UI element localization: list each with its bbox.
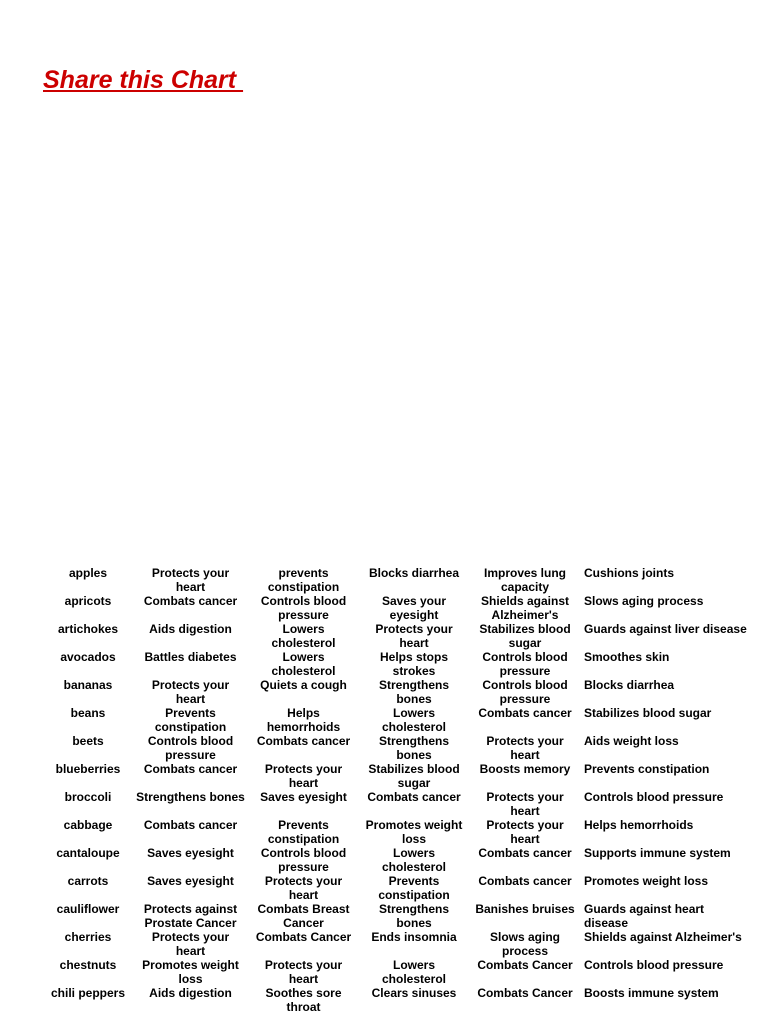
benefit-5-cell: Helps hemorrhoids [584,818,694,832]
food-name-cell: broccoli [64,790,112,804]
benefit-1-cell: Battles diabetes [144,650,237,664]
food-name-cell: carrots [67,874,109,888]
benefit-2-cell: Combats Cancer [255,930,352,944]
benefit-2-cell: Saves eyesight [260,790,347,804]
benefit-3-cell: Lowers cholesterol [381,958,447,986]
food-name-cell: bananas [63,678,113,692]
food-name-cell: apricots [64,594,112,608]
benefit-1-cell: Protects your heart [151,678,230,706]
benefit-2-cell: Combats cancer [256,734,351,748]
table-row [42,930,752,958]
benefit-5-cell: Guards against liver disease [584,622,747,636]
benefit-1-cell: Protects your heart [151,566,230,594]
benefit-2-cell: Lowers cholesterol [271,650,336,678]
table-row [42,762,752,790]
benefit-3-cell: Prevents constipation [378,874,450,902]
benefit-1-cell: Strengthens bones [136,790,245,804]
table-row [42,958,752,986]
benefit-3-cell: Strengthens bones [378,678,449,706]
benefit-5-cell: Cushions joints [584,566,674,580]
food-name-cell: artichokes [57,622,119,636]
benefit-5-cell: Controls blood pressure [584,958,724,972]
benefit-4-cell: Shields against Alzheimer's [480,594,570,622]
share-this-chart-link[interactable]: Share this Chart [43,66,244,94]
benefit-3-cell: Promotes weight loss [365,818,463,846]
benefit-5-cell: Stabilizes blood sugar [584,706,712,720]
benefit-4-cell: Boosts memory [479,762,571,776]
food-name-cell: beets [72,734,104,748]
benefit-1-cell: Protects your heart [151,930,230,958]
benefit-4-cell: Slows aging process [489,930,560,958]
benefit-1-cell: Combats cancer [143,818,238,832]
table-row [42,902,752,930]
benefit-3-cell: Strengthens bones [378,734,449,762]
benefit-1-cell: Promotes weight loss [142,958,239,986]
benefit-5-cell: Smoothes skin [584,650,670,664]
benefit-2-cell: Protects your heart [264,958,343,986]
benefit-1-cell: Saves eyesight [147,874,234,888]
benefit-5-cell: Prevents constipation [584,762,710,776]
benefit-4-cell: Stabilizes blood sugar [479,622,571,650]
benefit-3-cell: Lowers cholesterol [381,706,447,734]
table-row [42,566,752,594]
benefit-2-cell: Soothes sore throat [265,986,342,1014]
benefit-4-cell: Protects your heart [486,734,564,762]
benefit-2-cell: Protects your heart [264,874,343,902]
table-row [42,594,752,622]
benefit-5-cell: Controls blood pressure [584,790,724,804]
benefit-4-cell: Protects your heart [486,818,564,846]
benefit-2-cell: Controls blood pressure [260,594,347,622]
benefit-5-cell: Boosts immune system [584,986,719,1000]
benefit-1-cell: Combats cancer [143,762,238,776]
food-benefits-table [42,566,752,1014]
table-row [42,678,752,706]
food-name-cell: avocados [60,650,116,664]
benefit-4-cell: Banishes bruises [475,902,575,916]
benefit-1-cell: Aids digestion [149,986,232,1000]
table-row [42,706,752,734]
benefit-4-cell: Controls blood pressure [482,678,568,706]
benefit-2-cell: Helps hemorrhoids [266,706,341,734]
benefit-3-cell: Lowers cholesterol [381,846,447,874]
food-name-cell: chili peppers [50,986,126,1000]
benefit-3-cell: Combats cancer [367,790,461,804]
benefit-5-cell: Supports immune system [584,846,731,860]
benefit-3-cell: Stabilizes blood sugar [368,762,460,790]
benefit-5-cell: Slows aging process [584,594,704,608]
food-name-cell: cantaloupe [56,846,120,860]
table-row [42,846,752,874]
table-row [42,650,752,678]
benefit-4-cell: Combats cancer [478,846,572,860]
benefit-2-cell: Protects your heart [264,762,343,790]
food-name-cell: apples [68,566,107,580]
food-name-cell: cherries [64,930,112,944]
benefit-4-cell: Combats Cancer [477,986,573,1000]
benefit-2-cell: Controls blood pressure [260,846,347,874]
food-name-cell: beans [70,706,106,720]
benefit-5-cell: Aids weight loss [584,734,679,748]
benefit-3-cell: Ends insomnia [371,930,457,944]
benefit-4-cell: Protects your heart [486,790,564,818]
benefit-1-cell: Aids digestion [149,622,232,636]
benefit-2-cell: Lowers cholesterol [271,622,336,650]
food-name-cell: cauliflower [56,902,120,916]
benefit-2-cell: Combats Breast Cancer [257,902,350,930]
benefit-1-cell: Controls blood pressure [147,734,234,762]
benefit-2-cell: prevents constipation [267,566,340,594]
table-row [42,790,752,818]
benefit-4-cell: Improves lung capacity [483,566,566,594]
benefit-3-cell: Blocks diarrhea [368,566,460,580]
benefit-5-cell: Guards against heart disease [584,902,705,930]
table-row [42,622,752,650]
table-row [42,818,752,846]
benefit-1-cell: Saves eyesight [147,846,234,860]
benefit-1-cell: Combats cancer [143,594,238,608]
table-row [42,874,752,902]
benefit-3-cell: Saves your eyesight [381,594,447,622]
benefit-3-cell: Strengthens bones [378,902,449,930]
benefit-3-cell: Clears sinuses [371,986,457,1000]
food-name-cell: cabbage [63,818,113,832]
benefit-4-cell: Combats cancer [478,874,572,888]
benefit-2-cell: Prevents constipation [267,818,340,846]
benefit-3-cell: Helps stops strokes [379,650,448,678]
benefit-5-cell: Promotes weight loss [584,874,709,888]
benefit-5-cell: Blocks diarrhea [584,678,675,692]
benefit-3-cell: Protects your heart [375,622,453,650]
benefit-4-cell: Combats cancer [478,706,572,720]
table-row [42,986,752,1014]
benefit-4-cell: Controls blood pressure [482,650,568,678]
food-benefits-table-body [42,566,752,1014]
table-row [42,734,752,762]
benefit-1-cell: Protects against Prostate Cancer [143,902,238,930]
benefit-2-cell: Quiets a cough [260,678,347,692]
food-name-cell: blueberries [55,762,121,776]
benefit-5-cell: Shields against Alzheimer's [584,930,742,944]
benefit-4-cell: Combats Cancer [477,958,573,972]
food-name-cell: chestnuts [59,958,117,972]
benefit-1-cell: Prevents constipation [154,706,227,734]
